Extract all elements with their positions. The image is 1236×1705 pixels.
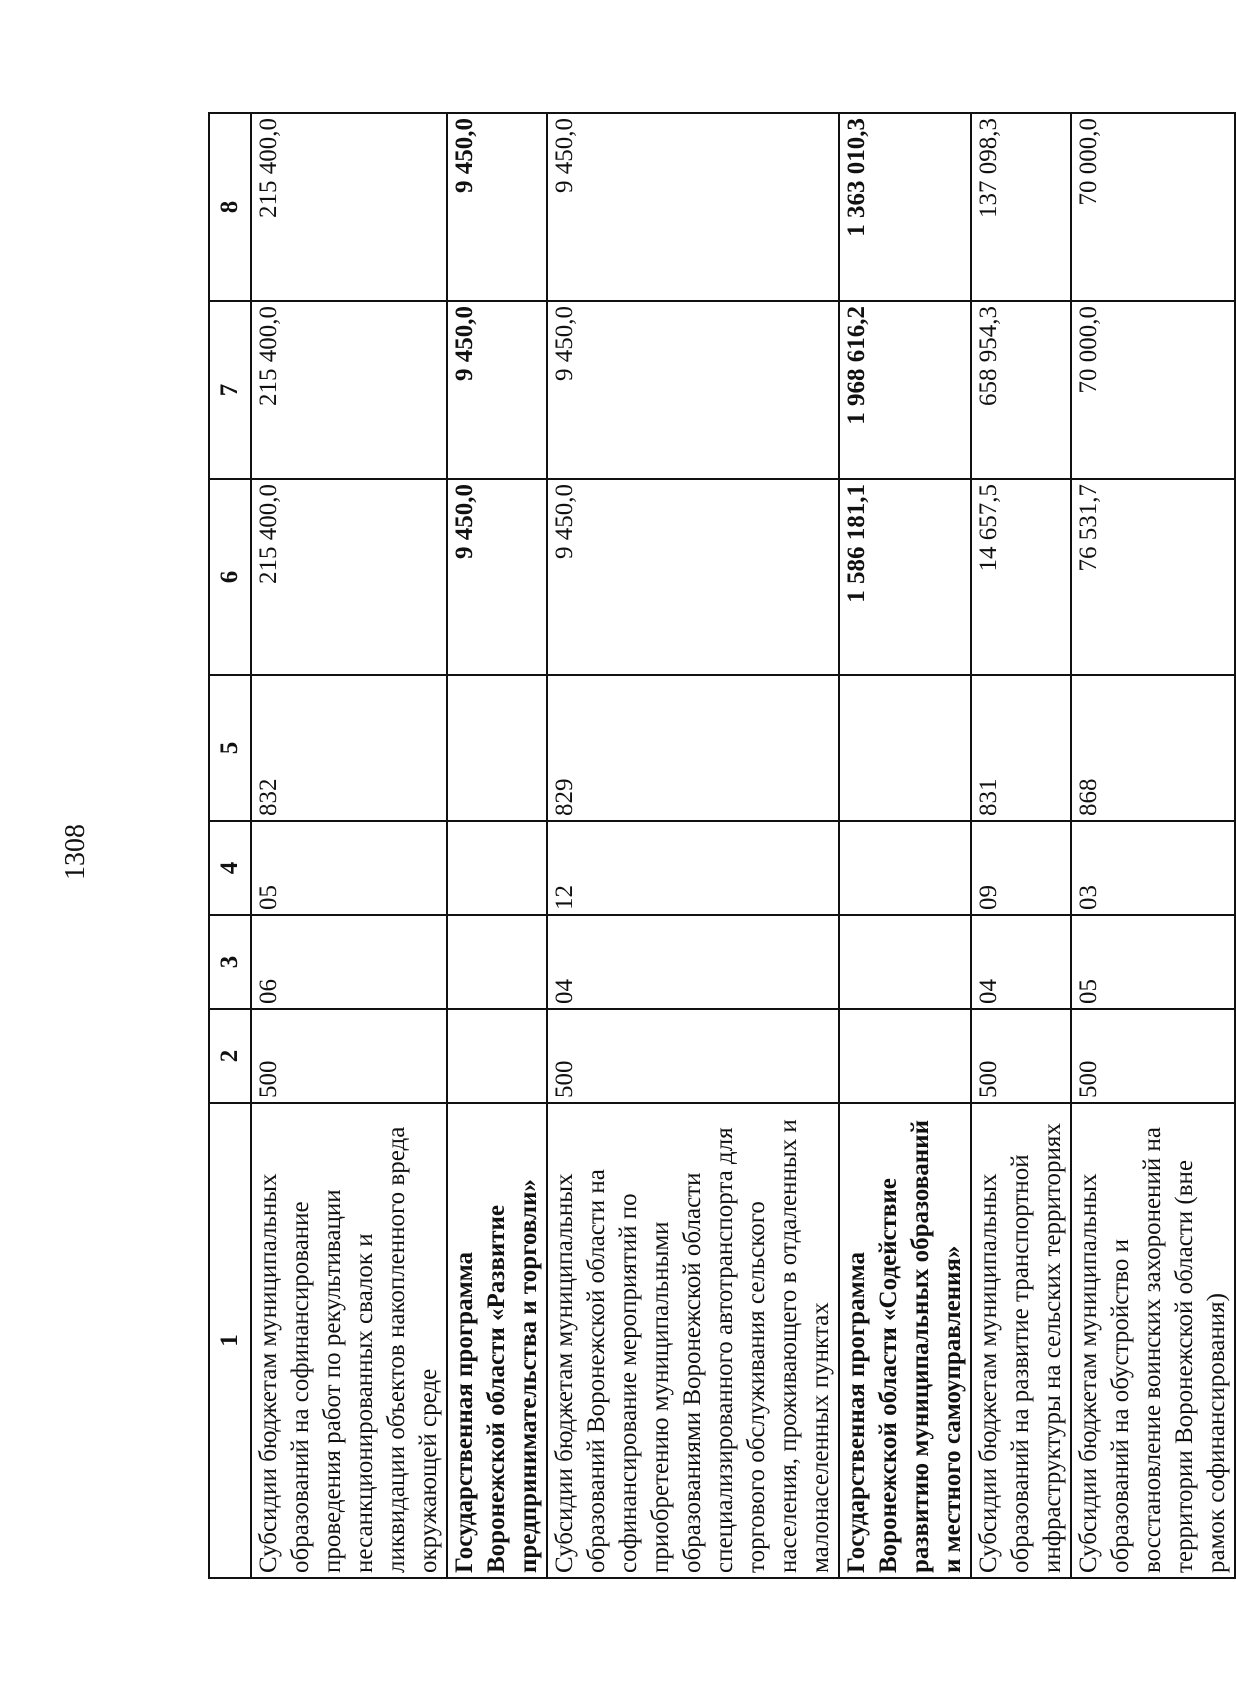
table-row (971, 113, 1071, 1578)
amount-col-6: 1 586 181,1 (839, 479, 971, 675)
code-col-2 (447, 1009, 547, 1103)
row-name: Субсидии бюджетам муниципальных образований Воронежской области на софинансирование мероприятий по приобретению муниципальными образованиями Воронежской области специализированного автотранспорта для торгового обслуживания сельского населения, проживающего в отдаленных и малонаселенных пунктах (547, 1103, 839, 1578)
code-col-5: 868 (1071, 675, 1235, 821)
col-header-1: 1 (209, 1103, 251, 1578)
row-name: Государственная программа Воронежской области «Содействие развитию муниципальных образований и местного самоуправления» (839, 1103, 971, 1578)
amount-col-8: 9 450,0 (547, 113, 839, 301)
code-col-5 (447, 675, 547, 821)
rotated-table-wrapper (208, 114, 1230, 1579)
code-col-3: 04 (547, 915, 839, 1009)
table-row (547, 113, 839, 1578)
col-header-3: 3 (209, 915, 251, 1009)
code-col-4 (447, 821, 547, 915)
code-col-4 (839, 821, 971, 915)
program-row (839, 113, 971, 1578)
col-header-2: 2 (209, 1009, 251, 1103)
code-col-5: 832 (251, 675, 447, 821)
code-col-5 (839, 675, 971, 821)
code-col-5: 829 (547, 675, 839, 821)
program-row (447, 113, 547, 1578)
code-col-4: 12 (547, 821, 839, 915)
code-col-2: 500 (547, 1009, 839, 1103)
amount-col-6: 215 400,0 (251, 479, 447, 675)
amount-col-8: 137 098,3 (971, 113, 1071, 301)
code-col-4: 09 (971, 821, 1071, 915)
amount-col-8: 215 400,0 (251, 113, 447, 301)
code-col-4: 03 (1071, 821, 1235, 915)
amount-col-7: 658 954,3 (971, 301, 1071, 479)
budget-table (208, 112, 1236, 1579)
page-number: 1308 (60, 824, 91, 880)
amount-col-7: 9 450,0 (547, 301, 839, 479)
row-name: Субсидии бюджетам муниципальных образований на развитие транспортной инфраструктуры на сельских территориях (971, 1103, 1071, 1578)
row-name: Государственная программа Воронежской области «Развитие предпринимательства и торговли» (447, 1103, 547, 1578)
amount-col-7: 1 968 616,2 (839, 301, 971, 479)
amount-col-7: 215 400,0 (251, 301, 447, 479)
amount-col-7: 9 450,0 (447, 301, 547, 479)
code-col-2 (839, 1009, 971, 1103)
amount-col-6: 9 450,0 (547, 479, 839, 675)
amount-col-6: 9 450,0 (447, 479, 547, 675)
code-col-3 (447, 915, 547, 1009)
amount-col-8: 70 000,0 (1071, 113, 1235, 301)
code-col-5: 831 (971, 675, 1071, 821)
table-row (1071, 113, 1235, 1578)
col-header-8: 8 (209, 113, 251, 301)
col-header-4: 4 (209, 821, 251, 915)
row-name: Субсидии бюджетам муниципальных образований на софинансирование проведения работ по рекультивации несанкционированных свалок и ликвидации объектов накопленного вреда окружающей среде (251, 1103, 447, 1578)
col-header-5: 5 (209, 675, 251, 821)
code-col-2: 500 (1071, 1009, 1235, 1103)
code-col-2: 500 (251, 1009, 447, 1103)
amount-col-8: 1 363 010,3 (839, 113, 971, 301)
col-header-7: 7 (209, 301, 251, 479)
code-col-3: 05 (1071, 915, 1235, 1009)
header-row (209, 113, 251, 1578)
col-header-6: 6 (209, 479, 251, 675)
amount-col-8: 9 450,0 (447, 113, 547, 301)
row-name: Субсидии бюджетам муниципальных образований на обустройство и восстановление воинских захоронений на территории Воронежской области (вне рамок софинансирования) (1071, 1103, 1235, 1578)
code-col-3: 04 (971, 915, 1071, 1009)
code-col-3: 06 (251, 915, 447, 1009)
table-row (251, 113, 447, 1578)
amount-col-6: 14 657,5 (971, 479, 1071, 675)
code-col-3 (839, 915, 971, 1009)
code-col-4: 05 (251, 821, 447, 915)
amount-col-6: 76 531,7 (1071, 479, 1235, 675)
code-col-2: 500 (971, 1009, 1071, 1103)
amount-col-7: 70 000,0 (1071, 301, 1235, 479)
